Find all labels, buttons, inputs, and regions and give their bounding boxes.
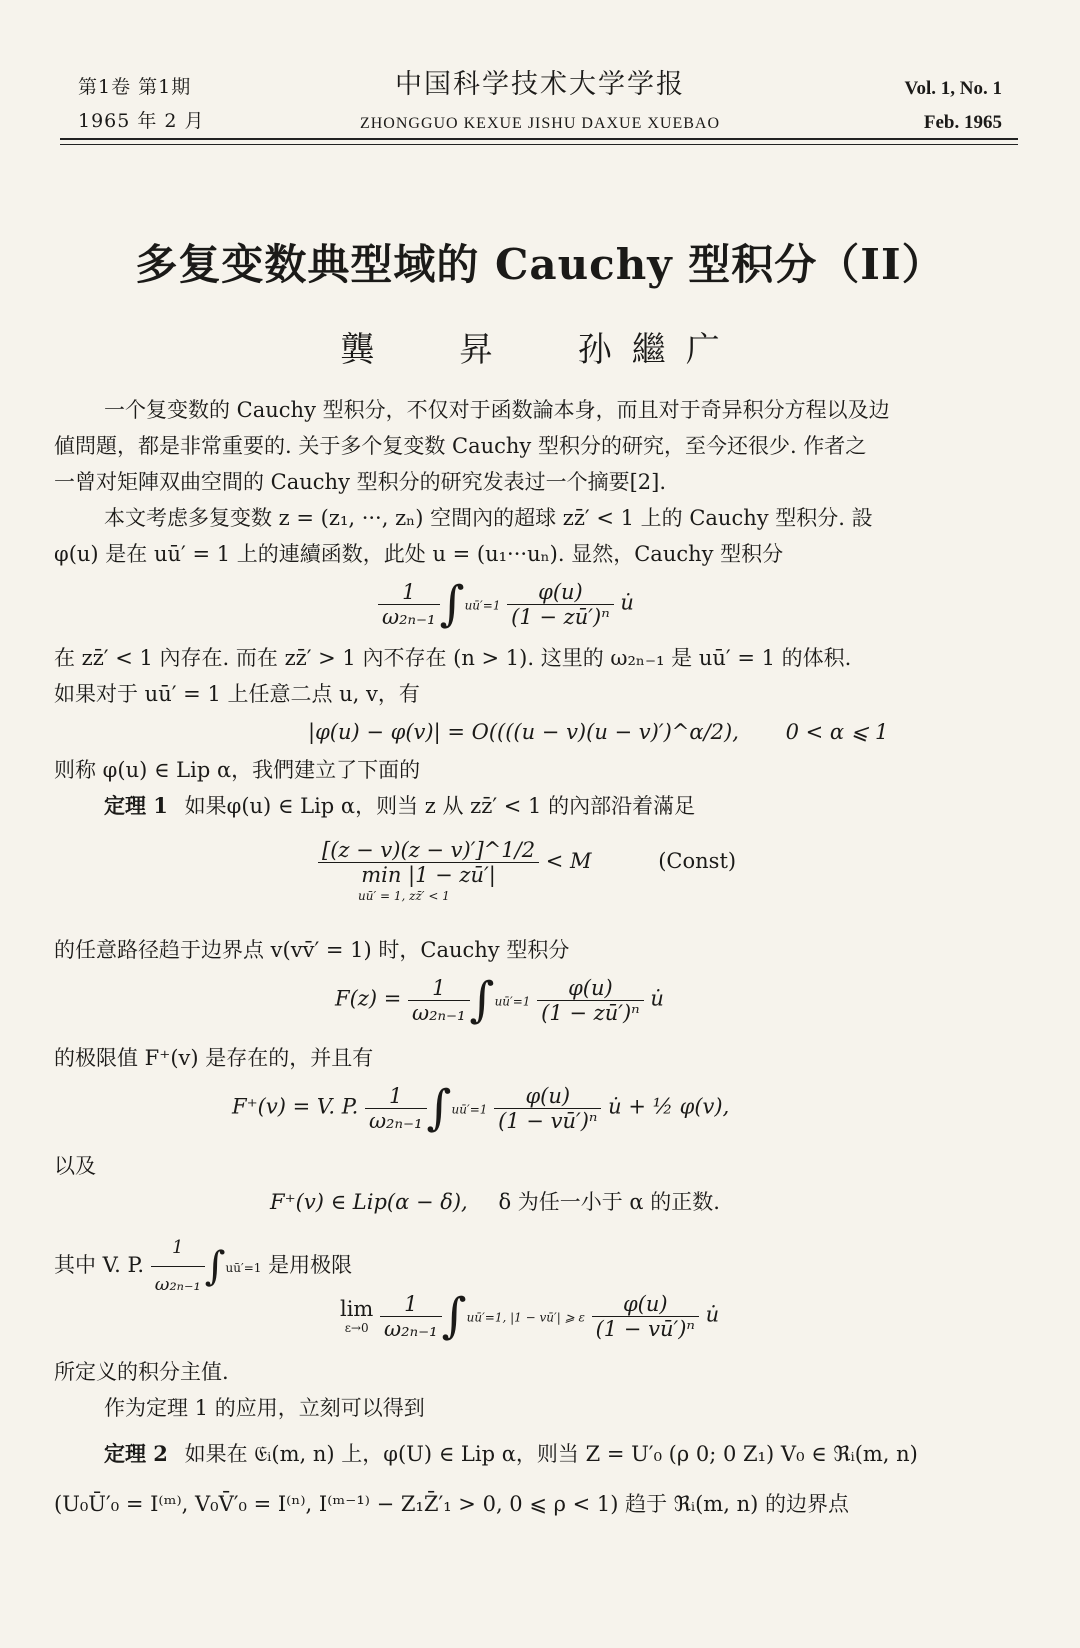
para-3-line-2: 如果对于 uū′ = 1 上任意二点 u, v，有 xyxy=(54,682,420,706)
p8-pre: 其中 V. P. xyxy=(54,1253,145,1277)
integral-sign: ∫ xyxy=(439,576,465,632)
journal-name-cn: 中国科学技术大学学报 xyxy=(395,69,685,100)
lip-range-text: 0 < α ⩽ 1 xyxy=(785,720,889,744)
theorem-2 xyxy=(104,1436,918,1472)
p8-post: 是用极限 xyxy=(268,1253,353,1277)
header-date-en: Feb. 1965 xyxy=(923,112,1002,133)
F-num2: φ(u) xyxy=(537,976,644,1001)
para-5: 的任意路径趋于边界点 v(vv̄′ = 1) 时，Cauchy 型积分 xyxy=(54,938,570,962)
p8-den: ω₂ₙ₋₁ xyxy=(154,1274,201,1295)
para-6: 的极限值 F⁺(v) 是存在的，并且有 xyxy=(54,1046,374,1070)
lim-tail: u̇ xyxy=(705,1302,720,1327)
integral-sign-3: ∫ xyxy=(426,1080,452,1136)
formula-lip-condition xyxy=(308,720,888,744)
Fp-den2: (1 − vū′)ⁿ xyxy=(498,1108,598,1133)
para-1-line-3: 一曾对矩陣双曲空間的 Cauchy 型积分的研究发表过一个摘要[2]. xyxy=(54,470,667,494)
f1-den2: (1 − zū′)ⁿ xyxy=(511,604,610,629)
F-tail: u̇ xyxy=(650,986,664,1011)
F-den2: (1 − zū′)ⁿ xyxy=(541,1000,640,1025)
path-rhs: < M xyxy=(545,849,592,873)
theorem-1 xyxy=(104,788,695,824)
formula-F-plus xyxy=(232,1080,729,1136)
lim-num2: φ(u) xyxy=(592,1292,699,1317)
para-1-line-1: 一个复变数的 Cauchy 型积分，不仅对于函数論本身，而且对于奇异积分方程以及边 xyxy=(104,398,890,422)
integral-sign-5: ∫ xyxy=(441,1288,467,1344)
path-const: (Const) xyxy=(658,849,737,873)
F-num: 1 xyxy=(408,976,470,1001)
header-rule-thin xyxy=(60,144,1018,145)
F-den: ω₂ₙ₋₁ xyxy=(411,1000,466,1025)
header-vol-no: Vol. 1, No. 1 xyxy=(904,78,1002,99)
para-8 xyxy=(54,1230,352,1303)
Fp-int-sub: uū′=1 xyxy=(451,1102,488,1117)
lip2-text: δ 为任一小于 α 的正数. xyxy=(498,1190,720,1214)
theorem-1-label: 定理 1 xyxy=(104,793,168,818)
header-volume-en xyxy=(905,72,1002,140)
path-den: min |1 − zū′| xyxy=(361,863,496,887)
lim-int-sub: uū′=1, |1 − vū′| ⩾ ε xyxy=(466,1310,585,1325)
f1-num: 1 xyxy=(378,580,440,605)
p8-int-sub: uū′=1 xyxy=(225,1261,262,1275)
header-volume: 第1卷 第1期 xyxy=(78,76,192,98)
f1-den: ω₂ₙ₋₁ xyxy=(382,604,436,629)
theorem-2-line-2: (U₀Ū′₀ = I⁽ᵐ⁾, V₀V̄′₀ = I⁽ⁿ⁾, I⁽ᵐ⁻¹⁾ − Z₁Z̄′₁ > 0, 0 ⩽ ρ < 1) 趋于 ℜᵢ(m, n) 的边界点 xyxy=(54,1492,849,1516)
paper-title: 多复变数典型域的 Cauchy 型积分（II） xyxy=(135,240,945,289)
path-num: [(z − v)(z − v)′]^1/2 xyxy=(318,838,539,863)
f1-num2: φ(u) xyxy=(507,580,614,605)
formula-limit xyxy=(340,1288,719,1344)
para-2-line-2: φ(u) 是在 uū′ = 1 上的連續函数，此处 u = (u₁···uₙ). 显然，Cauchy 型积分 xyxy=(54,542,784,566)
lim-text: lim xyxy=(340,1297,374,1321)
lim-sub: ε→0 xyxy=(344,1321,369,1335)
path-sub: uū′ = 1, zz̄′ < 1 xyxy=(358,889,450,903)
formula-cauchy-integral xyxy=(378,576,634,632)
lim-num: 1 xyxy=(380,1292,442,1317)
F-lhs: F(z) = xyxy=(335,986,402,1011)
theorem-1-text: 如果φ(u) ∈ Lip α，则当 z 从 zz̄′ < 1 的內部沿着滿足 xyxy=(184,794,696,818)
f1-int-sub: uū′=1 xyxy=(464,598,501,613)
formula-path-condition xyxy=(318,838,736,903)
integral-sign-4: ∫ xyxy=(204,1243,226,1290)
Fp-tail: u̇ + ½ φ(v), xyxy=(608,1094,730,1119)
Fp-num2: φ(u) xyxy=(494,1084,601,1109)
integral-sign-2: ∫ xyxy=(469,972,495,1028)
Fp-den: ω₂ₙ₋₁ xyxy=(368,1108,423,1133)
theorem-2-label: 定理 2 xyxy=(104,1441,168,1466)
lim-den: ω₂ₙ₋₁ xyxy=(384,1316,438,1341)
para-3-line-1: 在 zz̄′ < 1 內存在. 而在 zz̄′ > 1 內不存在 (n > 1). 这里的 ω₂ₙ₋₁ 是 uū′ = 1 的体积. xyxy=(54,646,852,670)
lip-cond-text: |φ(u) − φ(v)| = O((((u − v)(u − v)′)^α/2), xyxy=(308,720,739,744)
p8-num: 1 xyxy=(151,1230,205,1267)
para-2-line-1: 本文考虑多复变数 z = (z₁, ···, zₙ) 空間內的超球 zz̄′ < 1 上的 Cauchy 型积分. 設 xyxy=(104,506,873,530)
header-rule-thick xyxy=(60,138,1018,140)
header-date-cn: 1965 年 2 月 xyxy=(78,110,205,132)
paper-authors: 龔 昇 孙繼广 xyxy=(340,330,740,370)
f1-tail: u̇ xyxy=(620,590,634,615)
theorem-2-text: 如果在 𝔈ᵢ(m, n) 上，φ(U) ∈ Lip α，则当 Z = U′₀ (ρ 0; 0 Z₁) V₀ ∈ ℜᵢ(m, n) xyxy=(184,1442,918,1466)
Fp-lhs: F⁺(v) = V. P. xyxy=(232,1094,359,1119)
para-1-line-2: 値問題，都是非常重要的. 关于多个复变数 Cauchy 型积分的研究，至今还很少. 作者之 xyxy=(54,434,867,458)
para-7: 以及 xyxy=(54,1154,96,1178)
lip2-formula: F⁺(v) ∈ Lip(α − δ), xyxy=(270,1190,468,1214)
para-10: 作为定理 1 的应用，立刻可以得到 xyxy=(104,1396,425,1420)
Fp-num: 1 xyxy=(365,1084,427,1109)
formula-lip-F-plus xyxy=(270,1186,720,1216)
lim-den2: (1 − vū′)ⁿ xyxy=(595,1316,695,1341)
para-4: 则称 φ(u) ∈ Lip α，我們建立了下面的 xyxy=(54,758,421,782)
para-9: 所定义的积分主值. xyxy=(54,1360,229,1384)
journal-name-en: ZHONGGUO KEXUE JISHU DAXUE XUEBAO xyxy=(359,115,721,132)
formula-F-definition xyxy=(335,972,664,1028)
F-int-sub: uū′=1 xyxy=(494,994,531,1009)
